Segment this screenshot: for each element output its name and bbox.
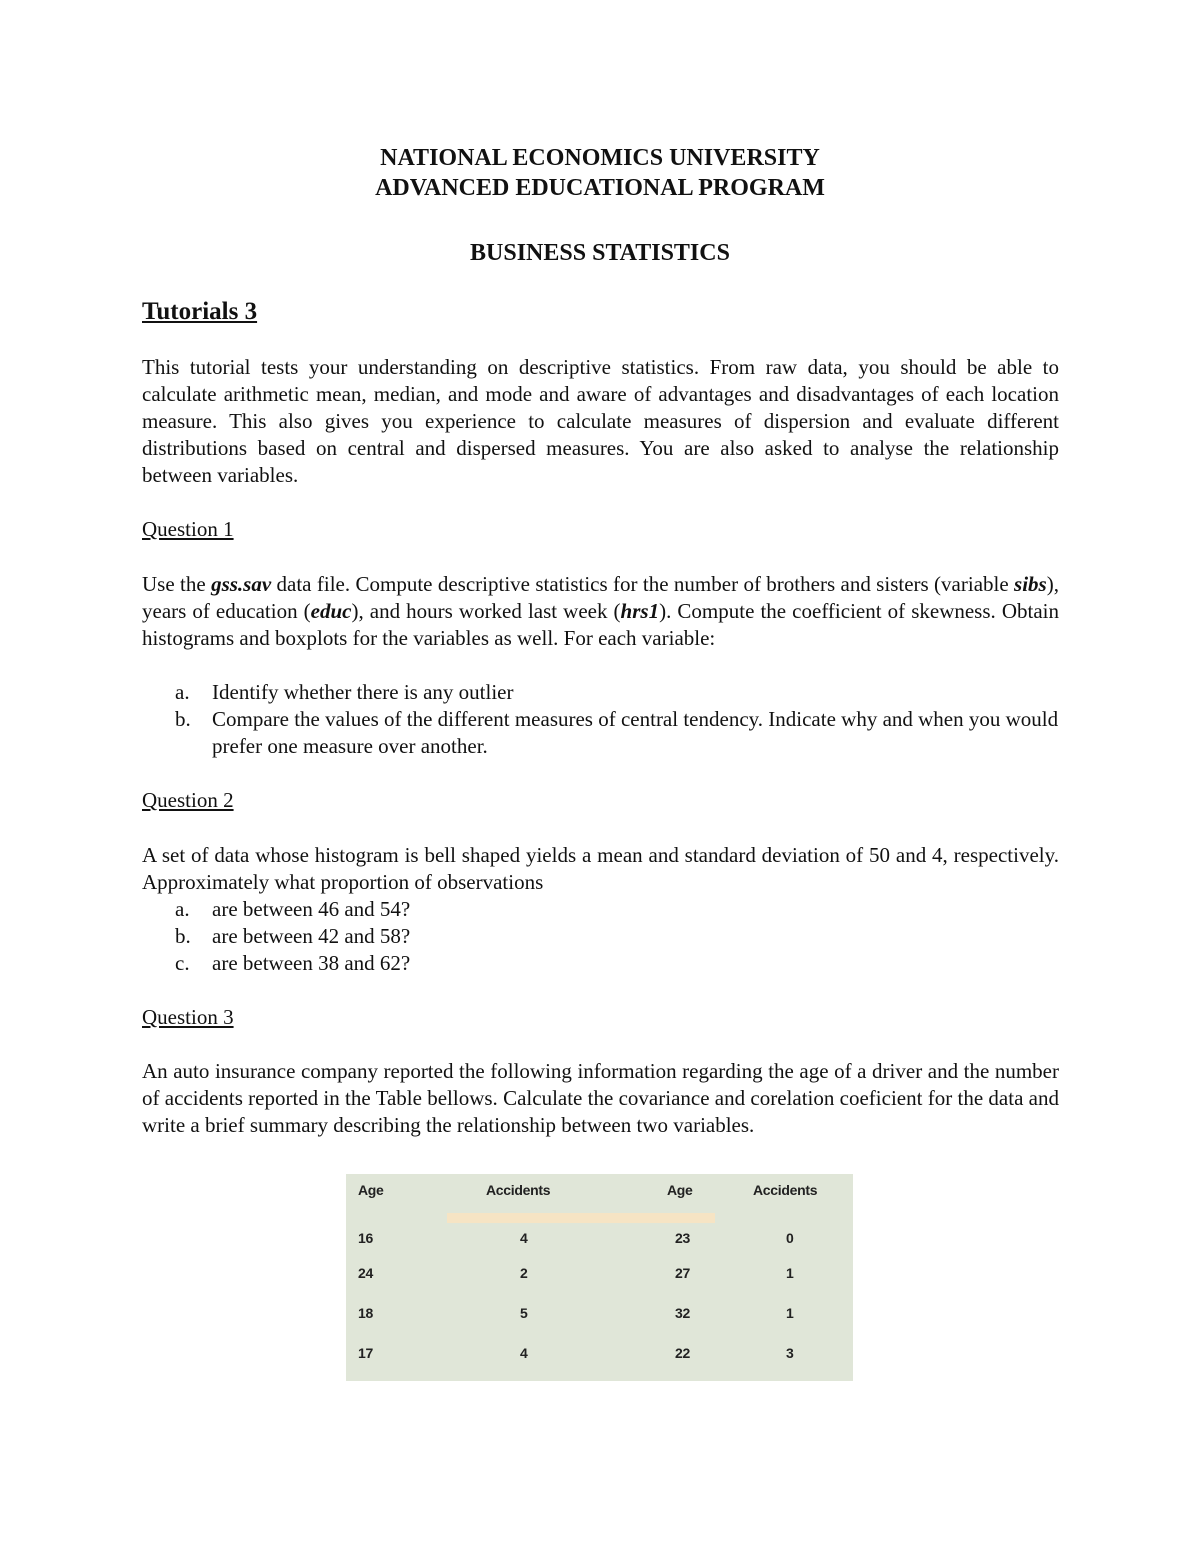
table-cell: 1	[786, 1265, 794, 1281]
table-header-accidents-2: Accidents	[753, 1182, 818, 1198]
table-cell: 4	[520, 1345, 528, 1361]
variable-educ: educ	[310, 599, 352, 623]
intro-paragraph: This tutorial tests your understanding on descriptive statistics. From raw data, you should be able to calculate arithmetic mean, median, and mode and aware of advantages and disadvantages of each location measure. This also gives you experience to calculate measures of dispersion and evaluate different distributions based on central and dispersed measures. You are also asked to analyse the relationship between variables.	[142, 355, 1059, 487]
accidents-table	[346, 1174, 853, 1381]
table-cell: 23	[675, 1230, 690, 1246]
program-name: ADVANCED EDUCATIONAL PROGRAM	[375, 175, 825, 201]
list-item: b. Compare the values of the different measures of central tendency. Indicate why and when you would prefer one measure over another.	[175, 707, 1059, 758]
tutorial-title: Tutorials 3	[142, 298, 258, 325]
table-cell: 0	[786, 1230, 794, 1246]
question-2-heading: Question 2	[142, 788, 234, 812]
university-name: NATIONAL ECONOMICS UNIVERSITY	[380, 145, 820, 171]
question-2-list	[142, 896, 1059, 977]
question-2-text: A set of data whose histogram is bell shaped yields a mean and standard deviation of 50 and 4, respectively. Approximately what proportion of observations	[142, 843, 1059, 894]
variable-hrs1: hrs1	[620, 599, 660, 623]
table-cell: 17	[358, 1345, 373, 1361]
question-1-list	[142, 679, 1059, 760]
list-item: b. are between 42 and 58?	[175, 924, 411, 948]
table-cell: 3	[786, 1345, 794, 1361]
question-1-heading: Question 1	[142, 517, 234, 541]
question-3-text: An auto insurance company reported the following information regarding the age of a driver and the number of accidents reported in the Table bellows. Calculate the covariance and corelation coeficient for the data and write a brief summary describing the relationship between two variables.	[142, 1059, 1059, 1137]
table-highlight-band	[447, 1213, 715, 1223]
table-cell: 2	[520, 1265, 528, 1281]
table-cell: 27	[675, 1265, 690, 1281]
table-cell: 16	[358, 1230, 373, 1246]
list-item: a. Identify whether there is any outlier	[175, 680, 514, 704]
table-cell: 1	[786, 1305, 794, 1321]
table-cell: 24	[358, 1265, 373, 1281]
file-name: gss.sav	[211, 572, 272, 596]
table-header-age-1: Age	[358, 1182, 384, 1198]
question-3-heading: Question 3	[142, 1005, 234, 1029]
question-1-text: Use the gss.sav data file. Compute descriptive statistics for the number of brothers and sisters (variable sibs), years of education (educ), and hours worked last week (hrs1). Compute the coefficient of skewness. Obtain histograms and boxplots for the variables as well. For each variable:	[142, 572, 1059, 650]
table-header-accidents-1: Accidents	[486, 1182, 551, 1198]
table-cell: 22	[675, 1345, 690, 1361]
variable-sibs: sibs	[1014, 572, 1047, 596]
table-cell: 5	[520, 1305, 528, 1321]
list-item: c. are between 38 and 62?	[175, 951, 411, 975]
list-item: a. are between 46 and 54?	[175, 897, 411, 921]
table-cell: 18	[358, 1305, 373, 1321]
table-header-age-2: Age	[667, 1182, 693, 1198]
course-title: BUSINESS STATISTICS	[470, 240, 730, 266]
table-cell: 32	[675, 1305, 690, 1321]
table-cell: 4	[520, 1230, 528, 1246]
